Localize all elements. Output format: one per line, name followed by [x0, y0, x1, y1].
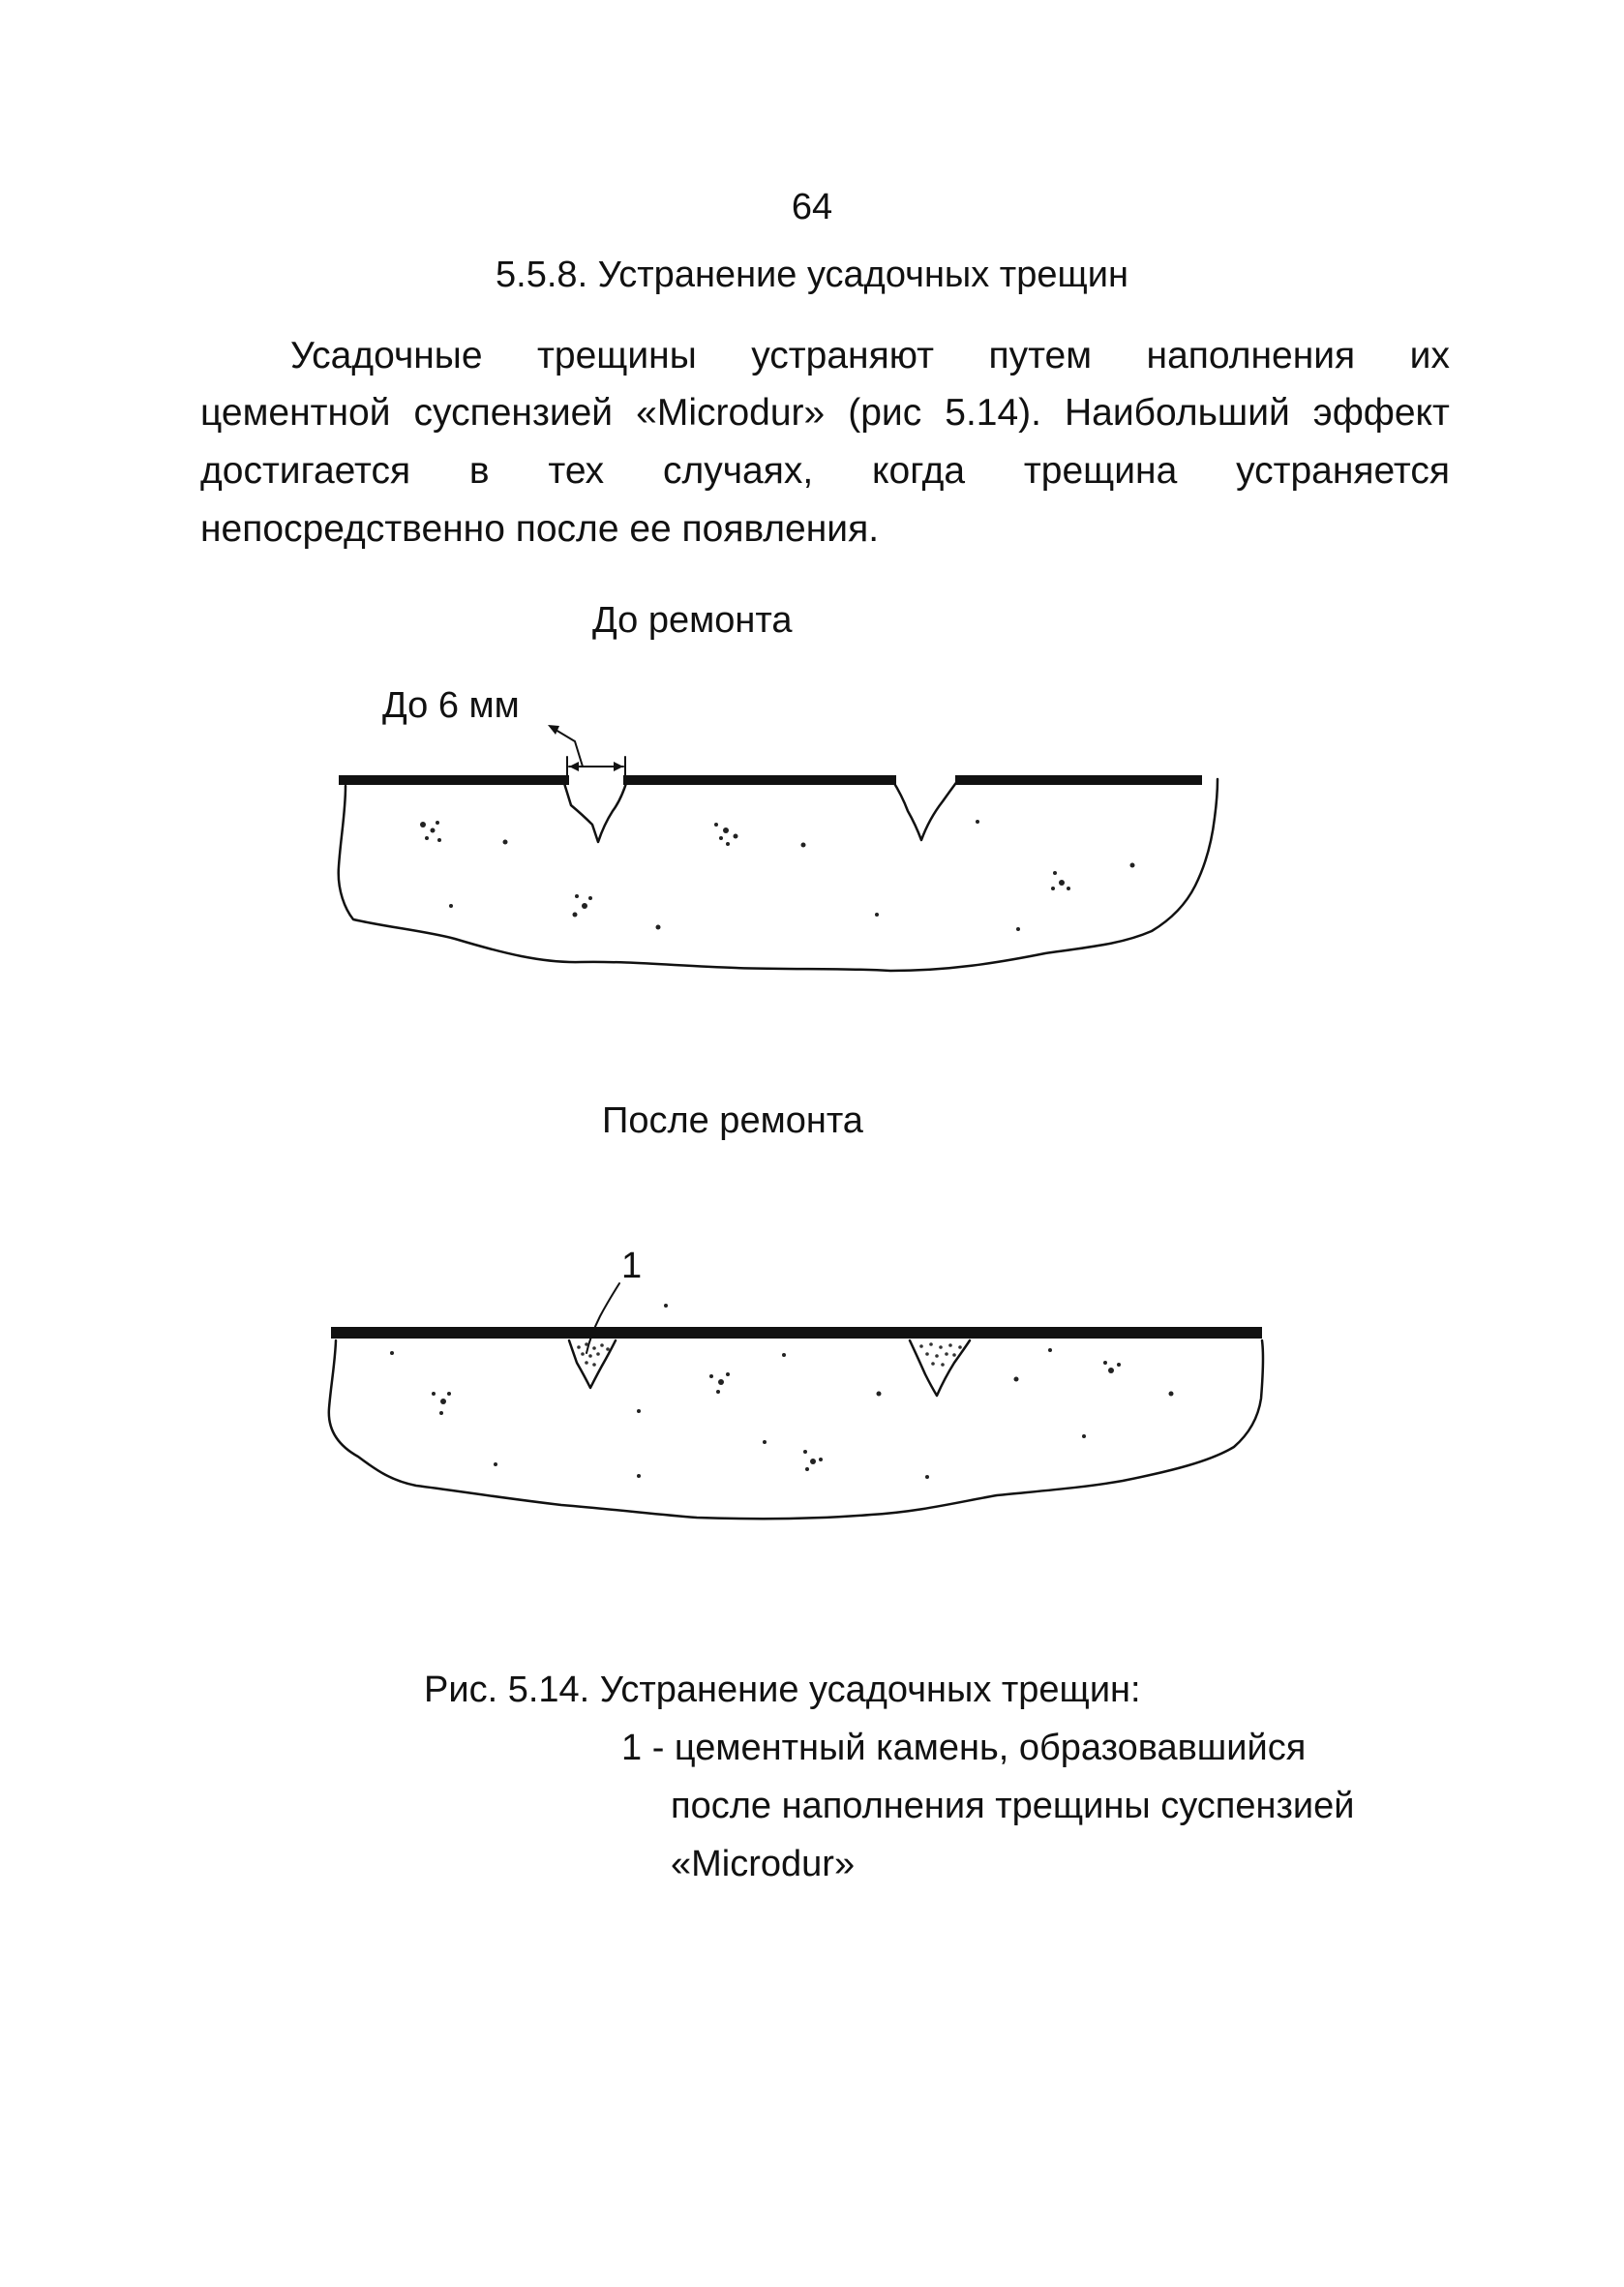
before-coating-left — [339, 775, 569, 785]
speck — [449, 904, 453, 908]
after-crack-1 — [569, 1340, 616, 1388]
speck — [709, 1374, 713, 1378]
fill-dot — [931, 1362, 935, 1366]
speck — [573, 913, 578, 918]
word: устраняется — [1236, 450, 1450, 492]
speck — [714, 823, 718, 827]
paragraph-line-4: непосредственно после ее появления. — [200, 508, 880, 550]
word: в — [468, 450, 490, 492]
fill-dot — [600, 1343, 604, 1347]
speck — [726, 842, 730, 846]
fill-dot — [952, 1353, 956, 1357]
word: достигается — [200, 450, 411, 492]
fill-dot — [939, 1345, 943, 1349]
word: «Microdur» — [636, 392, 826, 434]
speck — [976, 820, 979, 824]
speck — [439, 1411, 443, 1415]
speck — [925, 1475, 929, 1479]
fill-dot — [596, 1352, 600, 1356]
speck — [763, 1440, 767, 1444]
speck — [637, 1409, 641, 1413]
speck — [447, 1392, 451, 1396]
word: (рис — [848, 392, 922, 434]
leader-line — [556, 730, 583, 767]
cement-stone-fill — [577, 1342, 962, 1367]
caption-item-line-3: «Microdur» — [671, 1844, 856, 1884]
speck — [436, 821, 439, 825]
fill-dot — [919, 1344, 923, 1348]
figure-before-title: До ремонта — [592, 600, 793, 641]
word: Усадочные — [290, 335, 483, 376]
speck — [810, 1459, 816, 1464]
fill-dot — [941, 1363, 945, 1367]
word: Наибольший — [1065, 392, 1290, 434]
speck — [1130, 863, 1135, 868]
fill-dot — [606, 1347, 610, 1351]
fill-dot — [945, 1352, 948, 1356]
before-coating-mid — [623, 775, 896, 785]
word: цементной — [200, 392, 391, 434]
fill-dot — [925, 1352, 929, 1356]
speck — [723, 828, 729, 833]
word: трещины — [537, 335, 697, 376]
speck — [588, 896, 592, 900]
speck — [1067, 887, 1070, 890]
fill-dot — [581, 1352, 585, 1356]
before-surface-layers — [339, 725, 1202, 785]
word: их — [1409, 335, 1450, 376]
speck — [801, 843, 806, 848]
speck — [664, 1304, 668, 1308]
speck — [432, 1392, 436, 1396]
speck — [494, 1462, 497, 1466]
before-repair-diagram — [339, 730, 1218, 971]
speck — [726, 1372, 730, 1376]
speck — [734, 834, 738, 839]
speck — [1117, 1363, 1121, 1367]
speck — [1169, 1392, 1174, 1397]
fill-dot — [948, 1343, 952, 1347]
callout-number: 1 — [621, 1246, 643, 1286]
speck — [437, 838, 441, 842]
speck — [582, 903, 587, 909]
caption-item-line-1: 1 - цементный камень, образовавшийся — [621, 1728, 1307, 1768]
speck — [1014, 1377, 1019, 1382]
fill-dot — [935, 1354, 939, 1358]
word: наполнения — [1146, 335, 1356, 376]
word: путем — [988, 335, 1093, 376]
speck — [1082, 1434, 1086, 1438]
arrowhead-right — [614, 762, 623, 771]
leader-arrowhead — [548, 725, 559, 735]
speck — [718, 1379, 724, 1385]
word: 5.14). — [945, 392, 1041, 434]
after-surface-layers — [331, 1327, 1262, 1339]
before-aggregate-specks — [420, 820, 1135, 931]
fill-dot — [592, 1363, 596, 1367]
figure-after-title: После ремонта — [602, 1100, 863, 1141]
speck — [1108, 1368, 1114, 1373]
speck — [431, 828, 436, 833]
speck — [716, 1390, 720, 1394]
page-number: 64 — [791, 187, 833, 227]
speck — [420, 822, 426, 828]
speck — [1016, 927, 1020, 931]
speck — [719, 836, 723, 840]
caption-item-line-2: после наполнения трещины суспензией — [671, 1786, 1355, 1826]
word: когда — [872, 450, 966, 492]
speck — [1103, 1361, 1107, 1365]
section-title: 5.5.8. Устранение усадочных трещин — [496, 255, 1128, 295]
speck — [637, 1474, 641, 1478]
after-repair-diagram — [329, 1283, 1263, 1519]
word: суспензией — [413, 392, 614, 434]
speck — [503, 840, 508, 845]
fill-dot — [958, 1345, 962, 1349]
fill-dot — [577, 1345, 581, 1349]
word: трещина — [1023, 450, 1178, 492]
fill-dot — [588, 1354, 592, 1358]
speck — [1048, 1348, 1052, 1352]
speck — [782, 1353, 786, 1357]
before-coating-right — [955, 775, 1202, 785]
speck — [656, 925, 661, 930]
speck — [440, 1399, 446, 1404]
before-crack-2 — [892, 780, 958, 840]
speck — [819, 1458, 823, 1461]
crack-width-label: До 6 мм — [382, 685, 520, 726]
after-coating — [331, 1327, 1262, 1339]
arrowhead-left — [569, 762, 579, 771]
speck — [805, 1467, 809, 1471]
fill-dot — [585, 1361, 588, 1365]
word: устраняют — [751, 335, 934, 376]
speck — [1059, 880, 1065, 886]
speck — [425, 836, 429, 840]
word: тех — [548, 450, 605, 492]
caption-title: Рис. 5.14. Устранение усадочных трещин: — [424, 1670, 1141, 1710]
word: случаях, — [662, 450, 814, 492]
speck — [877, 1392, 882, 1397]
before-slab-outline — [339, 779, 1218, 971]
speck — [575, 894, 579, 898]
speck — [1053, 871, 1057, 875]
after-slab-outline — [329, 1340, 1263, 1519]
before-crack-1 — [563, 780, 627, 842]
fill-dot — [592, 1346, 596, 1350]
speck — [803, 1450, 807, 1454]
speck — [390, 1351, 394, 1355]
fill-dot — [585, 1342, 588, 1346]
word: эффект — [1312, 392, 1450, 434]
speck — [1051, 887, 1055, 890]
speck — [875, 913, 879, 917]
fill-dot — [929, 1342, 933, 1346]
